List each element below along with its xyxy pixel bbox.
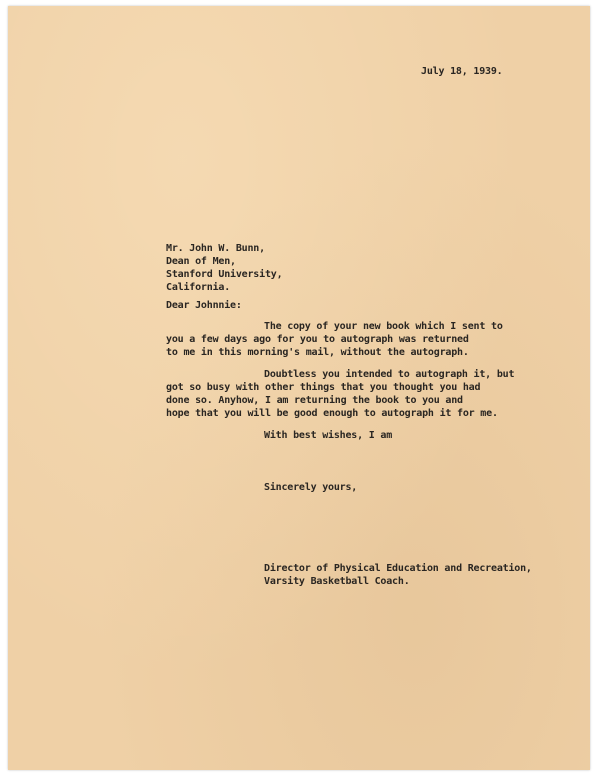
signature-title xyxy=(264,562,532,588)
paragraph2-line: got so busy with other things that you thought you had xyxy=(166,382,481,393)
signature-title-line: Varsity Basketball Coach. xyxy=(264,576,410,587)
closing-line: With best wishes, I am xyxy=(264,430,393,441)
recipient-address xyxy=(166,242,282,294)
salutation: Dear Johnnie: xyxy=(166,300,242,311)
letter-date: July 18, 1939. xyxy=(421,66,503,77)
paragraph1-line: The copy of your new book which I sent to xyxy=(264,321,503,332)
signature-title-line: Director of Physical Education and Recreation, xyxy=(264,563,532,574)
recipient-line: California. xyxy=(166,282,231,293)
paragraph2-line: done so. Anyhow, I am returning the book to you and xyxy=(166,395,463,406)
recipient-line: Dean of Men, xyxy=(166,256,236,267)
recipient-line: Mr. John W. Bunn, xyxy=(166,243,265,254)
paragraph2-line: hope that you will be good enough to autograph it for me. xyxy=(166,408,498,419)
paragraph1-line: you a few days ago for you to autograph was returned xyxy=(166,334,469,345)
recipient-line: Stanford University, xyxy=(166,269,283,280)
paragraph2-line: Doubtless you intended to autograph it, but xyxy=(264,369,515,380)
complimentary-close: Sincerely yours, xyxy=(264,482,358,493)
letter-page xyxy=(8,6,590,770)
paragraph1-line: to me in this morning's mail, without the autograph. xyxy=(166,347,469,358)
